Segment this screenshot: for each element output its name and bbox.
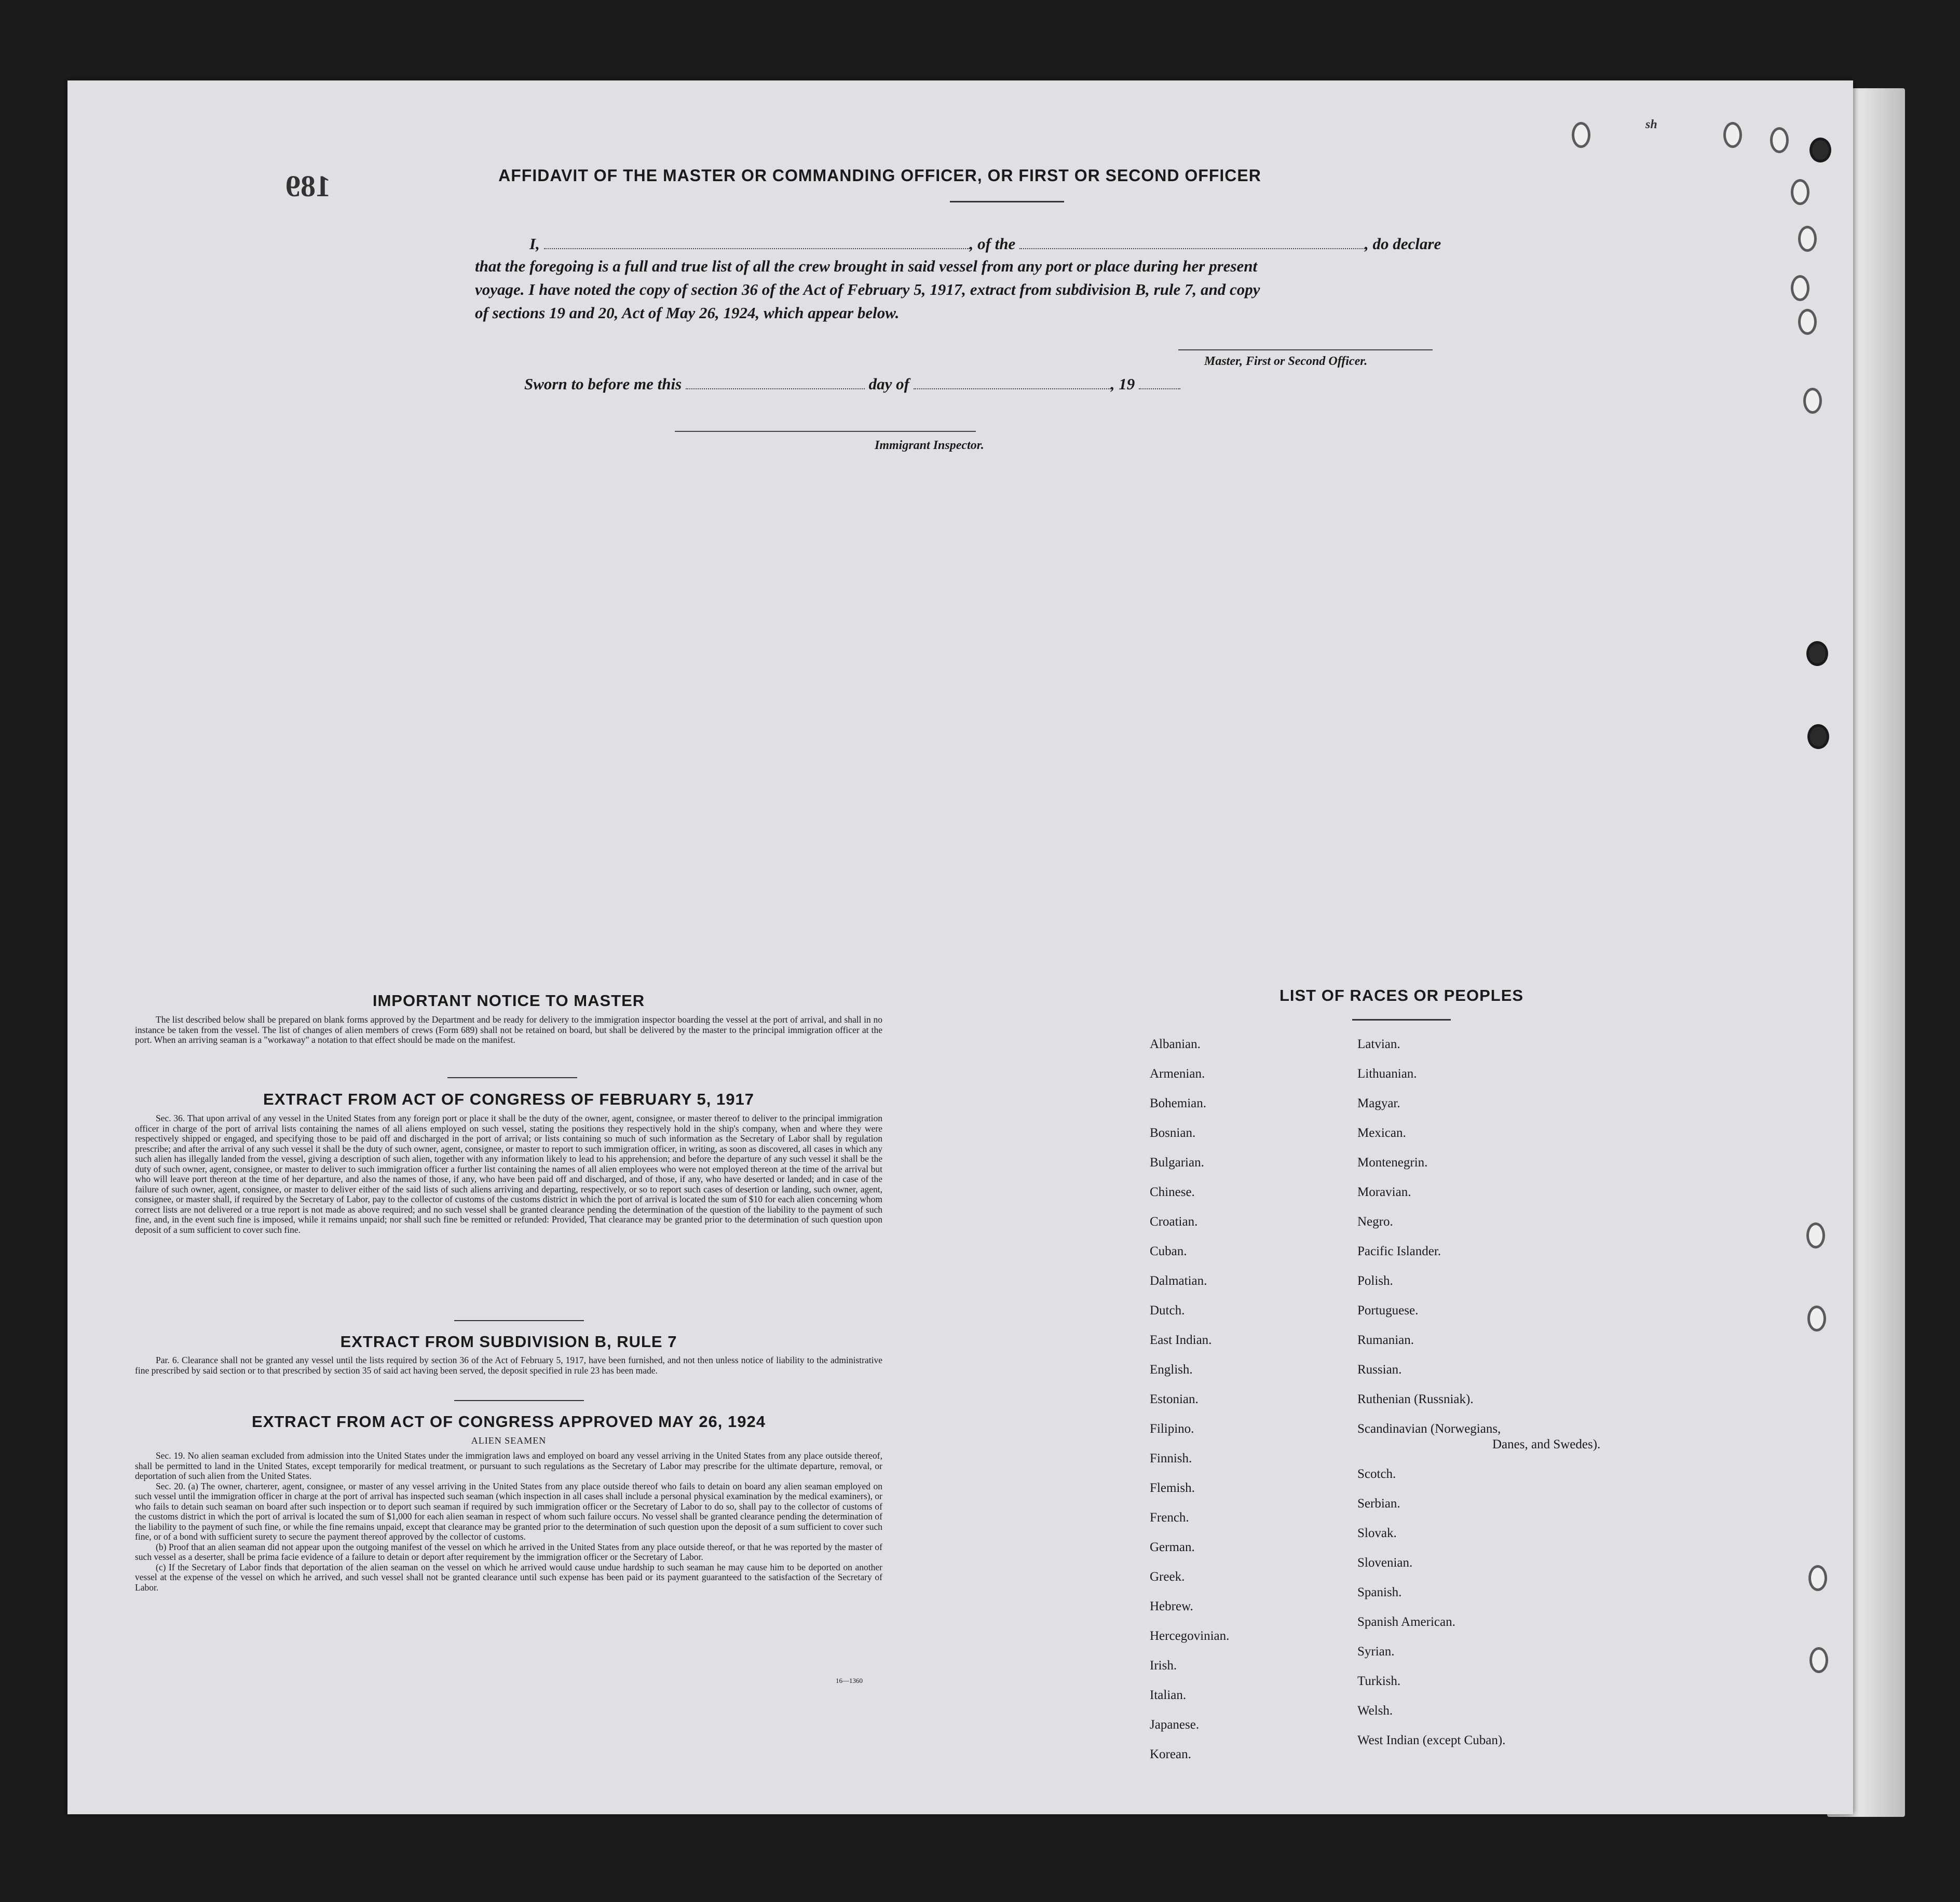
race-item: Finnish. <box>1150 1451 1192 1465</box>
race-item: Syrian. <box>1357 1645 1395 1659</box>
races-rule <box>1352 1019 1451 1021</box>
affidavit-declaration-line <box>475 232 1482 255</box>
year-prefix-label: , 19 <box>1110 375 1135 393</box>
race-item: Turkish. <box>1357 1674 1401 1688</box>
rule-7-body <box>135 1355 882 1376</box>
master-name-field[interactable] <box>544 235 970 249</box>
affidavit-do-declare-label: , do declare <box>1365 235 1441 253</box>
affidavit-line-3: voyage. I have noted the copy of section 36 of the Act of February 5, 1917, extract from subdivision B, rule 7, and copy <box>475 280 1260 298</box>
race-item: Bohemian. <box>1150 1096 1207 1110</box>
race-item: Welsh. <box>1357 1704 1393 1718</box>
race-item: Hebrew. <box>1150 1599 1193 1613</box>
section-36-paragraph: Sec. 36. That upon arrival of any vessel in the United States from any foreign port or place it shall be the duty of the owner, agent, consignee, or master thereof to deliver to the principal immigration officer in charge of the port of arrival lists containing the names of all aliens employed on such vessel, stating the positions they respectively hold in the ship's company, when and where they were respectively shipped or engaged, and specifying those to be paid off and discharged in the port of arrival; or lists containing so much of such information as the Secretary of Labor shall by regulation prescribe; and after the arrival of any such vessel it shall be the duty of such owner, agent, consignee, or master to report to such immigration officer, in writing, as soon as discovered, all cases in which any such alien has illegally landed from the vessel, giving a description of such alien, together with any information likely to lead to his apprehension; and before the departure of any such vessel it shall be the duty of such owner, agent, consignee, or master to deliver to such immigration officer a further list containing the names of all alien employees who were not employed thereon at the time of the arrival but who will leave port thereon at the time of her departure, and also the names of those, if any, who have been paid off and discharged, and of those, if any, who have deserted or landed; and in case of the failure of such owner, agent, consignee, or master to deliver either of the said lists of such aliens arriving and departing, respectively, or so to report such cases of desertion or landing, such owner, agent, consignee, or master shall, if required by the Secretary of Labor, pay to the collector of customs of the customs district in which the port of arrival is located the sum of $10 for each alien concerning whom correct lists are not delivered or a true report is not made as above required; and no such vessel shall be granted clearance pending the determination of the question of the liability to the payment of such fine, and, in the event such fine is imposed, while it remains unpaid; nor shall such fine be remitted or refunded: Provided, That clearance may be granted prior to the determination of such question upon deposit of a sum sufficient to cover such fine. <box>135 1113 882 1235</box>
inspector-signature-line[interactable] <box>675 431 976 432</box>
binder-hole <box>1807 1306 1826 1332</box>
race-item: Dutch. <box>1150 1303 1185 1317</box>
binder-hole <box>1809 138 1831 162</box>
vessel-name-field[interactable] <box>1019 235 1365 249</box>
race-item: French. <box>1150 1511 1189 1525</box>
race-item: Bulgarian. <box>1150 1156 1204 1170</box>
sworn-month-field[interactable] <box>914 375 1111 389</box>
notice-title: IMPORTANT NOTICE TO MASTER <box>372 991 645 1010</box>
rule-7-title: EXTRACT FROM SUBDIVISION B, RULE 7 <box>340 1333 677 1351</box>
race-item: Chinese. <box>1150 1185 1195 1199</box>
race-item: Spanish. <box>1357 1585 1402 1599</box>
extract-1917-title: EXTRACT FROM ACT OF CONGRESS OF FEBRUARY 5, 1917 <box>263 1090 754 1108</box>
binder-hole <box>1806 641 1828 666</box>
binder-hole <box>1807 724 1829 749</box>
race-item: German. <box>1150 1540 1195 1554</box>
section-20b-paragraph: (b) Proof that an alien seaman did not appear upon the outgoing manifest of the vessel on which he arrived in the United States from any place outside thereof, or that he was reported by the master of such vessel as a deserter, shall be prima facie evidence of a failure to detain or deport after requirement by the immigration officer or the Secretary of Labor. <box>135 1541 882 1562</box>
race-item: Magyar. <box>1357 1096 1400 1110</box>
race-item: English. <box>1150 1363 1193 1377</box>
races-title: LIST OF RACES OR PEOPLES <box>1279 986 1524 1004</box>
race-item: Negro. <box>1357 1215 1393 1229</box>
race-item: Albanian. <box>1150 1037 1201 1051</box>
race-item: Dalmatian. <box>1150 1274 1207 1288</box>
race-item: Bosnian. <box>1150 1126 1196 1140</box>
title-rule <box>950 201 1064 202</box>
binder-hole <box>1798 226 1817 252</box>
race-item: Russian. <box>1357 1363 1402 1377</box>
section-20a-paragraph: Sec. 20. (a) The owner, charterer, agent, consignee, or master of any vessel arriving in the United States from any place outside thereof who fails to detain on board any alien seaman employed on such vessel until the immigration officer in charge at the port of arrival has inspected such seaman (which inspection in all cases shall include a personal physical examination by the medical examiners), or who fails to detain such seaman on board after such inspection or to deport such seaman if required by such immigration officer or the Secretary of Labor to do so, shall pay to the collector of customs of the customs district in which the port of arrival is located the sum of $1,000 for each alien seaman in respect of whom such failure occurs. No vessel shall be granted clearance pending the determination of the liability to the payment of such fine, or while the fine remains unpaid, except that clearance may be granted prior to the determination of such question upon the deposit of a sum sufficient to cover such fine, or of a bond with sufficient surety to secure the payment thereof approved by the collector of customs. <box>135 1480 882 1542</box>
affidavit-line-4: of sections 19 and 20, Act of May 26, 1924, which appear below. <box>475 304 900 322</box>
race-item: Montenegrin. <box>1357 1156 1428 1170</box>
section-rule <box>454 1400 584 1401</box>
race-item: Portuguese. <box>1357 1303 1419 1317</box>
race-item: Irish. <box>1150 1659 1177 1673</box>
race-item: Ruthenian (Russniak). <box>1357 1392 1474 1406</box>
form-number: 16—1360 <box>836 1677 863 1684</box>
race-item: Flemish. <box>1150 1481 1195 1495</box>
race-item: Moravian. <box>1357 1185 1411 1199</box>
race-item: Serbian. <box>1357 1497 1400 1511</box>
sworn-day-field[interactable] <box>686 375 865 389</box>
race-item: Filipino. <box>1150 1422 1194 1436</box>
page-number-stamp: 189 <box>285 169 331 203</box>
document-sheet <box>67 80 1853 1814</box>
inspector-caption: Immigrant Inspector. <box>875 439 984 452</box>
corner-mark: sh <box>1645 118 1657 131</box>
section-20c-paragraph: (c) If the Secretary of Labor finds that deportation of the alien seaman on the vessel on which he arrived would cause undue hardship to such seaman he may cause him to be deported on another vessel at the expense of the vessel on which he arrived, and such vessel shall not be granted clearance until such expense has been paid or its payment guaranteed to the satisfaction of the Secretary of Labor. <box>135 1561 882 1593</box>
race-item: Slovenian. <box>1357 1556 1413 1570</box>
master-signature-caption: Master, First or Second Officer. <box>1204 355 1368 368</box>
binder-hole <box>1808 1565 1827 1591</box>
binder-hole <box>1806 1222 1825 1248</box>
binder-hole <box>1791 179 1809 205</box>
race-item: East Indian. <box>1150 1333 1212 1347</box>
binder-hole <box>1770 127 1789 153</box>
race-item: Greek. <box>1150 1570 1185 1584</box>
race-item: Mexican. <box>1357 1126 1406 1140</box>
race-item: Danes, and Swedes). <box>1492 1437 1601 1451</box>
race-item: Scotch. <box>1357 1467 1396 1481</box>
extract-1924-body <box>135 1451 882 1593</box>
race-item: Korean. <box>1150 1747 1191 1761</box>
race-item: Italian. <box>1150 1688 1187 1702</box>
binder-hole <box>1723 122 1742 148</box>
binder-hole <box>1572 122 1590 148</box>
section-rule <box>454 1320 584 1321</box>
binder-hole <box>1803 388 1822 414</box>
race-item: Estonian. <box>1150 1392 1199 1406</box>
race-item: Croatian. <box>1150 1215 1198 1229</box>
race-item: West Indian (except Cuban). <box>1357 1733 1506 1747</box>
race-item: Hercegovinian. <box>1150 1629 1230 1643</box>
sworn-label: Sworn to before me this <box>524 375 682 393</box>
race-item: Lithuanian. <box>1357 1067 1417 1081</box>
extract-1917-body <box>135 1113 882 1235</box>
race-item: Spanish American. <box>1357 1615 1455 1629</box>
master-signature-line[interactable] <box>1178 349 1433 350</box>
rule-7-paragraph: Par. 6. Clearance shall not be granted any vessel until the lists required by section 36 of the Act of February 5, 1917, have been furnished, and not then unless notice of liability to the administrative fine prescribed by said section or to that prescribed by section 35 of said act having been served, the deposit specified in rule 23 has been made. <box>135 1355 882 1376</box>
race-item: Japanese. <box>1150 1718 1200 1732</box>
race-item: Pacific Islander. <box>1357 1244 1441 1258</box>
race-item: Scandinavian (Norwegians, <box>1357 1422 1501 1436</box>
day-of-label: day of <box>868 375 909 393</box>
section-19-paragraph: Sec. 19. No alien seaman excluded from admission into the United States under the immigration laws and employed on board any vessel arriving in the United States from any place outside thereof, shall be permitted to land in the United States, except temporarily for medical treatment, or pursuant to such regulations as the Secretary of Labor may prescribe for the ultimate departure, removal, or deportation of such alien from the United States. <box>135 1450 882 1481</box>
affidavit-of-the-label: , of the <box>969 235 1016 253</box>
section-rule <box>447 1077 577 1078</box>
affidavit-title: AFFIDAVIT OF THE MASTER OR COMMANDING OFFICER, OR FIRST OR SECOND OFFICER <box>498 166 1261 185</box>
race-item: Armenian. <box>1150 1067 1205 1081</box>
race-item: Cuban. <box>1150 1244 1187 1258</box>
sworn-line <box>524 372 1355 396</box>
binder-hole <box>1809 1647 1828 1673</box>
race-item: Slovak. <box>1357 1526 1397 1540</box>
race-item: Latvian. <box>1357 1037 1400 1051</box>
extract-1924-title: EXTRACT FROM ACT OF CONGRESS APPROVED MAY 26, 1924 <box>252 1412 766 1431</box>
sworn-year-field[interactable] <box>1139 375 1180 389</box>
affidavit-i-label: I, <box>529 235 540 253</box>
affidavit-line-2: that the foregoing is a full and true list of all the crew brought in said vessel from any port or place during her present <box>475 257 1258 275</box>
binder-hole <box>1791 275 1809 301</box>
alien-seamen-subtitle: ALIEN SEAMEN <box>471 1435 547 1446</box>
race-item: Polish. <box>1357 1274 1393 1288</box>
notice-body <box>135 1015 882 1045</box>
notice-paragraph: The list described below shall be prepared on blank forms approved by the Department and be ready for delivery to the immigration inspector boarding the vessel at the port of arrival, and shall in no instance be taken from the vessel. The list of changes of alien members of crews (Form 689) shall not be retained on board, but shall be delivered by the master to the principal immigration officer at the port. When an arriving seaman is a "workaway" a notation to that effect should be made on the manifest. <box>135 1014 882 1045</box>
race-item: Rumanian. <box>1357 1333 1414 1347</box>
binder-hole <box>1798 309 1817 335</box>
